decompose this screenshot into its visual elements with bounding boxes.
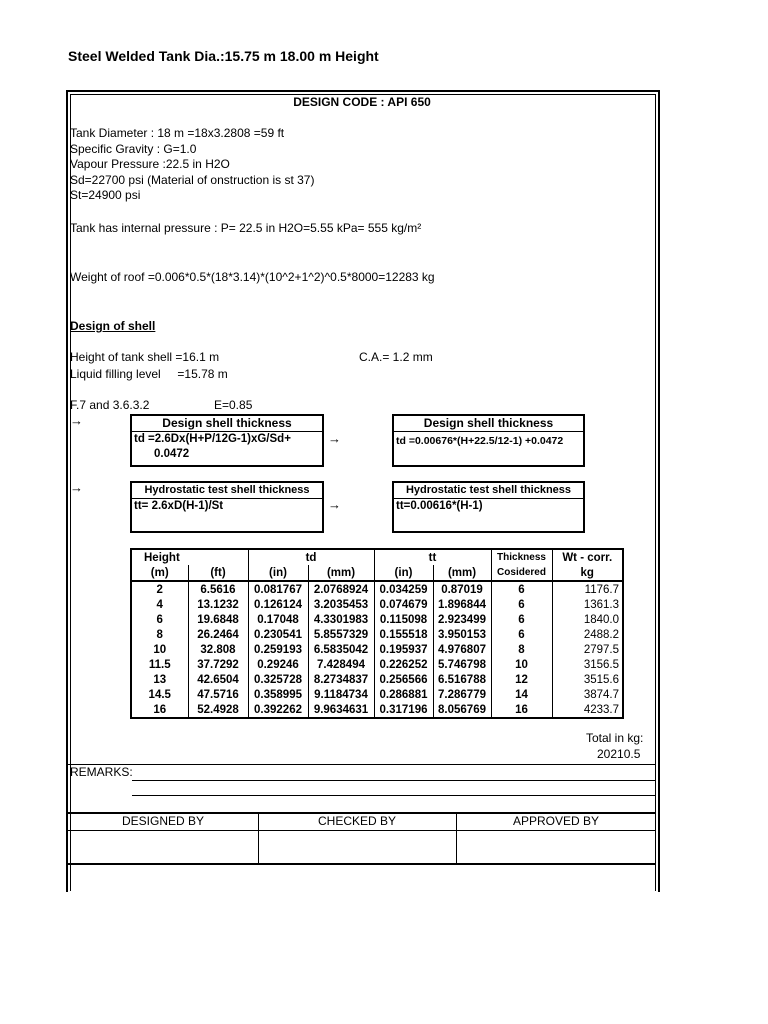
box-heading: Hydrostatic test shell thickness [394,483,583,499]
design-thickness-box-right [392,414,585,467]
liquid-level: Liquid filling level =15.78 m [70,367,228,381]
table-row [131,612,623,627]
table-cell: 0.87019 [433,581,491,597]
formula-td: td =0.00676*(H+22.5/12-1) +0.0472 [396,435,564,447]
unit-considered: Cosidered [491,565,552,581]
arrow-icon: → [70,413,83,428]
table-cell: 4.3301983 [308,612,374,627]
table-cell: 0.256566 [374,672,433,687]
header-td: td [248,549,374,565]
unit-kg: kg [552,565,623,581]
table-cell: 1176.7 [552,581,623,597]
table-cell: 1.896844 [433,597,491,612]
table-cell: 2.0768924 [308,581,374,597]
hydro-thickness-box-right [392,481,585,533]
shell-height: Height of tank shell =16.1 m [70,350,220,364]
table-row [131,581,623,597]
table-cell: 3.2035453 [308,597,374,612]
table-cell: 6 [491,597,552,612]
param-list [70,126,314,204]
table-cell: 5.746798 [433,657,491,672]
unit-ft: (ft) [188,565,248,581]
corrosion-allowance: C.A.= 1.2 mm [359,350,433,364]
table-cell: 2 [131,581,188,597]
table-cell: 12 [491,672,552,687]
shell-heading: Design of shell [70,319,156,333]
table-cell: 42.6504 [188,672,248,687]
table-cell: 6.5616 [188,581,248,597]
table-cell: 26.2464 [188,627,248,642]
table-cell: 16 [131,702,188,718]
header-weight: Wt - corr. [552,549,623,565]
table-cell: 10 [491,657,552,672]
unit-mm: (mm) [308,565,374,581]
total-label: Total in kg: [586,731,644,745]
table-row [131,597,623,612]
table-cell: 47.5716 [188,687,248,702]
param-vapour: Vapour Pressure :22.5 in H2O [70,157,230,171]
total-value: 20210.5 [597,747,641,761]
table-row [131,657,623,672]
unit-in: (in) [374,565,433,581]
table-cell: 0.325728 [248,672,308,687]
box-heading: Design shell thickness [132,416,322,432]
table-cell: 19.6848 [188,612,248,627]
param-gravity: Specific Gravity : G=1.0 [70,141,197,156]
table-cell: 52.4928 [188,702,248,718]
table-cell: 0.034259 [374,581,433,597]
table-cell: 13.1232 [188,597,248,612]
table-cell: 8 [491,642,552,657]
table-cell: 9.9634631 [308,702,374,718]
table-cell: 14.5 [131,687,188,702]
design-code: DESIGN CODE : API 650 [293,95,431,109]
table-cell: 0.195937 [374,642,433,657]
param-st: St=24900 psi [70,188,141,202]
table-cell: 0.226252 [374,657,433,672]
formula-tt: tt= 2.6xD(H-1)/St [134,500,224,512]
table-cell: 6.5835042 [308,642,374,657]
formula-td: td =2.6Dx(H+P/12G-1)xG/Sd+ [134,433,291,445]
clause-ref: F.7 and 3.6.3.2 [70,398,150,412]
table-cell: 13 [131,672,188,687]
table-cell: 0.259193 [248,642,308,657]
header-height: Height [131,549,248,565]
table-cell: 0.29246 [248,657,308,672]
table-cell: 9.1184734 [308,687,374,702]
table-cell: 7.428494 [308,657,374,672]
remarks-label: REMARKS: [70,765,133,779]
table-cell: 0.286881 [374,687,433,702]
table-cell: 16 [491,702,552,718]
arrow-icon: → [328,431,341,446]
shell-thickness-table [130,548,624,719]
table-cell: 6 [491,627,552,642]
table-cell: 2488.2 [552,627,623,642]
joint-efficiency: E=0.85 [214,398,253,412]
approved-by-label: APPROVED BY [512,814,600,828]
table-row [131,642,623,657]
table-cell: 4 [131,597,188,612]
design-thickness-box-left [130,414,324,467]
table-cell: 6.516788 [433,672,491,687]
box-heading: Hydrostatic test shell thickness [132,483,322,499]
table-cell: 1361.3 [552,597,623,612]
table-cell: 2.923499 [433,612,491,627]
table-cell: 0.17048 [248,612,308,627]
param-sd: Sd=22700 psi (Material of onstruction is st 37) [70,172,315,187]
table-cell: 0.115098 [374,612,433,627]
table-cell: 0.358995 [248,687,308,702]
table-cell: 6 [491,581,552,597]
unit-m: (m) [131,565,188,581]
checked-by-label: CHECKED BY [317,814,397,828]
designed-by-label: DESIGNED BY [121,814,205,828]
table-cell: 10 [131,642,188,657]
unit-mm: (mm) [433,565,491,581]
internal-pressure: Tank has internal pressure : P= 22.5 in H2O=5.55 kPa= 555 kg/m² [70,221,422,235]
table-cell: 6 [131,612,188,627]
table-cell: 0.126124 [248,597,308,612]
table-cell: 6 [491,612,552,627]
table-cell: 0.074679 [374,597,433,612]
header-thickness: Thickness [491,549,552,565]
table-cell: 4.976807 [433,642,491,657]
table-cell: 32.808 [188,642,248,657]
table-cell: 37.7292 [188,657,248,672]
table-cell: 0.155518 [374,627,433,642]
table-cell: 3.950153 [433,627,491,642]
arrow-icon: → [328,497,341,512]
unit-in: (in) [248,565,308,581]
roof-weight: Weight of roof =0.006*0.5*(18*3.14)*(10^2+1^2)^0.5*8000=12283 kg [70,270,435,284]
table-cell: 2797.5 [552,642,623,657]
box-heading: Design shell thickness [394,416,583,432]
param-diameter: Tank Diameter : 18 m =18x3.2808 =59 ft [70,126,285,140]
table-row [131,627,623,642]
formula-td-constant: 0.0472 [154,448,190,460]
table-cell: 8 [131,627,188,642]
header-tt: tt [374,549,491,565]
table-cell: 0.230541 [248,627,308,642]
hydro-thickness-box-left [130,481,324,533]
arrow-icon: → [70,480,83,495]
table-row [131,687,623,702]
table-cell: 8.2734837 [308,672,374,687]
table-cell: 0.392262 [248,702,308,718]
table-cell: 3515.6 [552,672,623,687]
table-row [131,672,623,687]
table-cell: 5.8557329 [308,627,374,642]
table-cell: 14 [491,687,552,702]
table-cell: 4233.7 [552,702,623,718]
table-cell: 1840.0 [552,612,623,627]
table-cell: 7.286779 [433,687,491,702]
table-row [131,702,623,718]
formula-tt: tt=0.00616*(H-1) [396,500,483,512]
table-cell: 8.056769 [433,702,491,718]
table-cell: 0.081767 [248,581,308,597]
table-cell: 3874.7 [552,687,623,702]
page-title: Steel Welded Tank Dia.:15.75 m 18.00 m Height [68,48,379,64]
table-cell: 0.317196 [374,702,433,718]
table-cell: 3156.5 [552,657,623,672]
table-cell: 11.5 [131,657,188,672]
